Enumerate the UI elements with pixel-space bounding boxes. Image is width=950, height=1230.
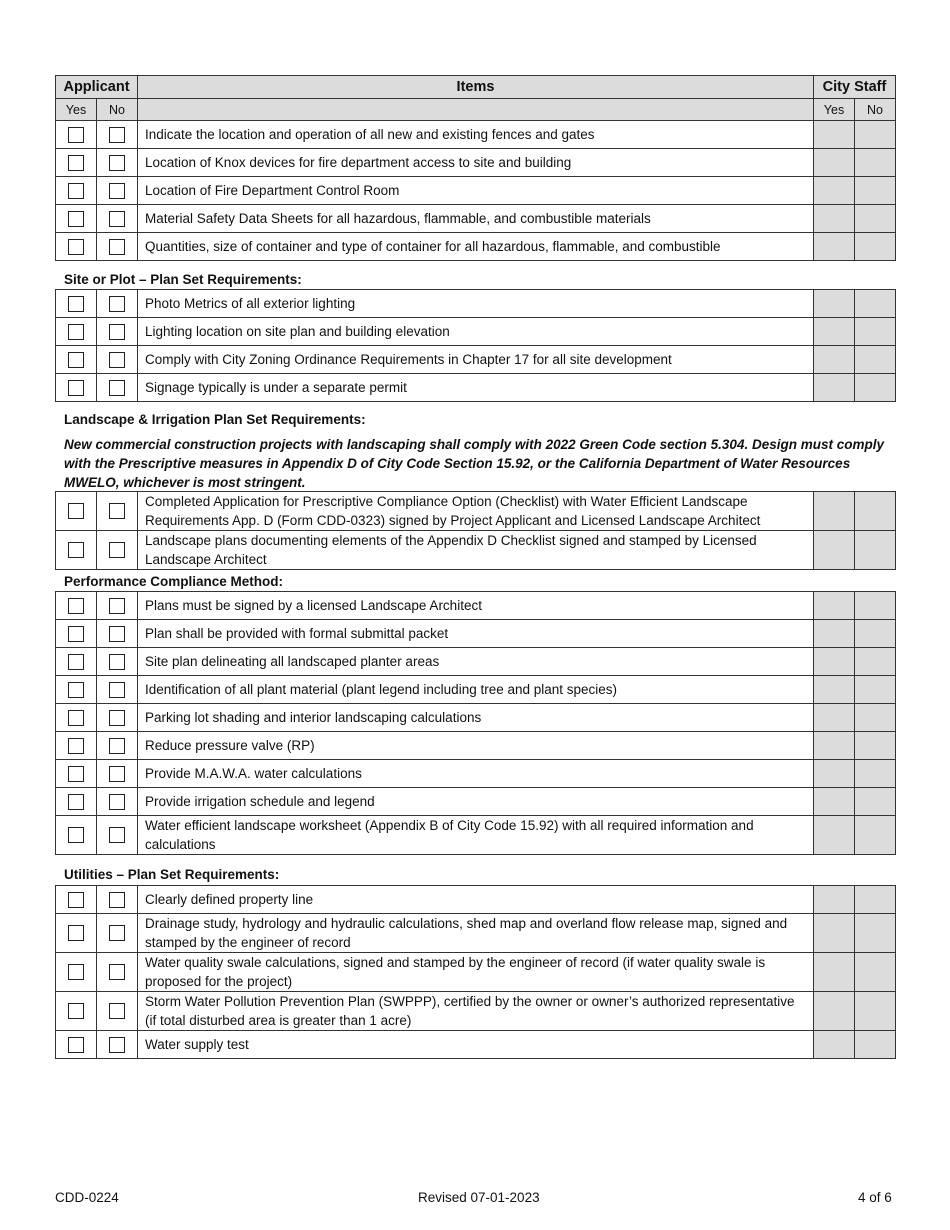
- staff-yes-cell: [814, 121, 855, 149]
- checklist-row: [56, 760, 896, 788]
- checklist-item-text: Water supply test: [138, 1031, 814, 1059]
- checklist-row: [56, 788, 896, 816]
- applicant-yes-checkbox[interactable]: [68, 925, 84, 941]
- checklist-item-text: Storm Water Pollution Prevention Plan (SWPPP), certified by the owner or owner’s authorized representative (if total disturbed area is greater than 1 acre): [138, 992, 814, 1031]
- landscape-note: New commercial construction projects with landscaping shall comply with 2022 Green Code section 5.304. Design must comply with the Prescriptive measures in Appendix D of City Code Section 15.92, or the California Department of Water Resources MWELO, whichever is most stringent.: [64, 437, 884, 490]
- applicant-yes-checkbox[interactable]: [68, 738, 84, 754]
- applicant-no-cell: [97, 531, 138, 570]
- applicant-no-checkbox[interactable]: [109, 738, 125, 754]
- checklist-item-text: Reduce pressure valve (RP): [138, 732, 814, 760]
- applicant-yes-cell: [56, 374, 97, 402]
- applicant-yes-cell: [56, 318, 97, 346]
- applicant-no-cell: [97, 149, 138, 177]
- staff-no-cell: [855, 914, 896, 953]
- applicant-yes-header: Yes: [56, 99, 97, 121]
- applicant-yes-cell: [56, 1031, 97, 1059]
- applicant-yes-checkbox[interactable]: [68, 892, 84, 908]
- applicant-yes-checkbox[interactable]: [68, 127, 84, 143]
- checklist-item-text: Comply with City Zoning Ordinance Requirements in Chapter 17 for all site development: [138, 346, 814, 374]
- staff-no-cell: [855, 760, 896, 788]
- applicant-yes-cell: [56, 346, 97, 374]
- applicant-no-checkbox[interactable]: [109, 682, 125, 698]
- checklist-row: [56, 914, 896, 953]
- applicant-yes-checkbox[interactable]: [68, 598, 84, 614]
- checklist-item-text: Water efficient landscape worksheet (Appendix B of City Code 15.92) with all required information and calculations: [138, 816, 814, 855]
- applicant-yes-cell: [56, 704, 97, 732]
- staff-no-cell: [855, 318, 896, 346]
- staff-yes-cell: [814, 704, 855, 732]
- applicant-no-cell: [97, 953, 138, 992]
- checklist-item-text: Location of Knox devices for fire department access to site and building: [138, 149, 814, 177]
- staff-yes-header: Yes: [814, 99, 855, 121]
- staff-yes-cell: [814, 374, 855, 402]
- applicant-no-cell: [97, 676, 138, 704]
- staff-yes-cell: [814, 177, 855, 205]
- checklist-item-text: Material Safety Data Sheets for all hazardous, flammable, and combustible materials: [138, 205, 814, 233]
- applicant-yes-cell: [56, 205, 97, 233]
- applicant-yes-checkbox[interactable]: [68, 155, 84, 171]
- staff-no-cell: [855, 177, 896, 205]
- applicant-no-checkbox[interactable]: [109, 1037, 125, 1053]
- applicant-yes-checkbox[interactable]: [68, 324, 84, 340]
- applicant-no-cell: [97, 886, 138, 914]
- staff-no-cell: [855, 149, 896, 177]
- checklist-row: [56, 492, 896, 531]
- applicant-no-checkbox[interactable]: [109, 183, 125, 199]
- checklist-item-text: Water quality swale calculations, signed and stamped by the engineer of record (if water quality swale is proposed for the project): [138, 953, 814, 992]
- applicant-no-cell: [97, 992, 138, 1031]
- applicant-no-cell: [97, 648, 138, 676]
- staff-yes-cell: [814, 676, 855, 704]
- applicant-yes-cell: [56, 676, 97, 704]
- checklist-item-text: Plans must be signed by a licensed Landscape Architect: [138, 592, 814, 620]
- applicant-yes-checkbox[interactable]: [68, 296, 84, 312]
- checklist-row: [56, 177, 896, 205]
- applicant-no-checkbox[interactable]: [109, 1003, 125, 1019]
- applicant-no-checkbox[interactable]: [109, 352, 125, 368]
- applicant-no-cell: [97, 492, 138, 531]
- applicant-no-checkbox[interactable]: [109, 211, 125, 227]
- applicant-no-checkbox[interactable]: [109, 766, 125, 782]
- applicant-yes-cell: [56, 121, 97, 149]
- applicant-no-cell: [97, 290, 138, 318]
- checklist-table-landscape: [55, 491, 896, 570]
- applicant-no-checkbox[interactable]: [109, 503, 125, 519]
- applicant-yes-cell: [56, 592, 97, 620]
- checklist-row: [56, 704, 896, 732]
- utilities-section-title: Utilities – Plan Set Requirements:: [64, 867, 280, 882]
- applicant-no-cell: [97, 1031, 138, 1059]
- applicant-yes-cell: [56, 620, 97, 648]
- applicant-yes-checkbox[interactable]: [68, 380, 84, 396]
- applicant-no-checkbox[interactable]: [109, 654, 125, 670]
- checklist-item-text: Quantities, size of container and type of container for all hazardous, flammable, and combustible: [138, 233, 814, 261]
- applicant-no-checkbox[interactable]: [109, 239, 125, 255]
- applicant-no-checkbox[interactable]: [109, 296, 125, 312]
- staff-yes-cell: [814, 620, 855, 648]
- applicant-yes-cell: [56, 531, 97, 570]
- checklist-item-text: Clearly defined property line: [138, 886, 814, 914]
- applicant-yes-checkbox[interactable]: [68, 654, 84, 670]
- applicant-yes-cell: [56, 914, 97, 953]
- applicant-no-cell: [97, 592, 138, 620]
- city-staff-header: City Staff: [814, 76, 896, 99]
- staff-no-cell: [855, 492, 896, 531]
- applicant-no-cell: [97, 620, 138, 648]
- staff-no-cell: [855, 1031, 896, 1059]
- checklist-row: [56, 205, 896, 233]
- checklist-row: [56, 620, 896, 648]
- items-subheader: [138, 99, 814, 121]
- applicant-no-cell: [97, 816, 138, 855]
- staff-no-cell: [855, 732, 896, 760]
- applicant-no-checkbox[interactable]: [109, 380, 125, 396]
- applicant-yes-cell: [56, 177, 97, 205]
- applicant-no-checkbox[interactable]: [109, 964, 125, 980]
- checklist-row: [56, 1031, 896, 1059]
- staff-no-cell: [855, 233, 896, 261]
- checklist-item-text: Completed Application for Prescriptive Compliance Option (Checklist) with Water Efficient Landscape Requirements App. D (Form CDD-0323) signed by Project Applicant and Licensed Landscape Architect: [138, 492, 814, 531]
- staff-no-cell: [855, 788, 896, 816]
- applicant-yes-checkbox[interactable]: [68, 710, 84, 726]
- staff-no-cell: [855, 121, 896, 149]
- checklist-row: [56, 318, 896, 346]
- checklist-item-text: Signage typically is under a separate permit: [138, 374, 814, 402]
- checklist-item-text: Plan shall be provided with formal submittal packet: [138, 620, 814, 648]
- checklist-row: [56, 992, 896, 1031]
- checklist-row: [56, 374, 896, 402]
- applicant-yes-checkbox[interactable]: [68, 682, 84, 698]
- staff-no-cell: [855, 992, 896, 1031]
- applicant-no-cell: [97, 374, 138, 402]
- staff-no-cell: [855, 704, 896, 732]
- applicant-no-cell: [97, 177, 138, 205]
- staff-yes-cell: [814, 346, 855, 374]
- staff-no-cell: [855, 953, 896, 992]
- applicant-yes-checkbox[interactable]: [68, 1037, 84, 1053]
- applicant-yes-checkbox[interactable]: [68, 827, 84, 843]
- checklist-row: [56, 531, 896, 570]
- staff-yes-cell: [814, 788, 855, 816]
- applicant-yes-cell: [56, 290, 97, 318]
- staff-no-cell: [855, 374, 896, 402]
- applicant-no-checkbox[interactable]: [109, 794, 125, 810]
- applicant-yes-checkbox[interactable]: [68, 626, 84, 642]
- staff-no-header: No: [855, 99, 896, 121]
- checklist-row: [56, 592, 896, 620]
- staff-no-cell: [855, 592, 896, 620]
- applicant-yes-checkbox[interactable]: [68, 211, 84, 227]
- site-plan-section-title: Site or Plot – Plan Set Requirements:: [64, 272, 302, 287]
- checklist-item-text: Location of Fire Department Control Room: [138, 177, 814, 205]
- applicant-yes-cell: [56, 788, 97, 816]
- performance-section-title: Performance Compliance Method:: [64, 574, 284, 589]
- applicant-no-checkbox[interactable]: [109, 925, 125, 941]
- staff-yes-cell: [814, 732, 855, 760]
- checklist-item-text: Landscape plans documenting elements of the Appendix D Checklist signed and stamped by Licensed Landscape Architect: [138, 531, 814, 570]
- applicant-yes-cell: [56, 760, 97, 788]
- checklist-table-site: [55, 289, 896, 402]
- applicant-no-cell: [97, 914, 138, 953]
- staff-no-cell: [855, 648, 896, 676]
- checklist-row: [56, 346, 896, 374]
- checklist-item-text: Provide irrigation schedule and legend: [138, 788, 814, 816]
- checklist-item-text: Provide M.A.W.A. water calculations: [138, 760, 814, 788]
- applicant-yes-cell: [56, 648, 97, 676]
- checklist-row: [56, 121, 896, 149]
- checklist-row: [56, 816, 896, 855]
- staff-no-cell: [855, 886, 896, 914]
- applicant-no-cell: [97, 788, 138, 816]
- staff-yes-cell: [814, 318, 855, 346]
- staff-no-cell: [855, 290, 896, 318]
- staff-yes-cell: [814, 592, 855, 620]
- applicant-no-cell: [97, 233, 138, 261]
- staff-yes-cell: [814, 149, 855, 177]
- page-number: 4 of 6: [858, 1190, 892, 1205]
- staff-no-cell: [855, 816, 896, 855]
- staff-yes-cell: [814, 492, 855, 531]
- applicant-yes-checkbox[interactable]: [68, 239, 84, 255]
- checklist-row: [56, 648, 896, 676]
- staff-yes-cell: [814, 1031, 855, 1059]
- items-header: Items: [138, 76, 814, 99]
- checklist-item-text: Drainage study, hydrology and hydraulic calculations, shed map and overland flow release map, signed and stamped by the engineer of record: [138, 914, 814, 953]
- staff-no-cell: [855, 676, 896, 704]
- staff-yes-cell: [814, 531, 855, 570]
- checklist-item-text: Photo Metrics of all exterior lighting: [138, 290, 814, 318]
- applicant-no-checkbox[interactable]: [109, 892, 125, 908]
- staff-no-cell: [855, 531, 896, 570]
- applicant-no-checkbox[interactable]: [109, 155, 125, 171]
- landscape-section-title: Landscape & Irrigation Plan Set Requirements:: [64, 412, 366, 427]
- staff-no-cell: [855, 205, 896, 233]
- applicant-yes-checkbox[interactable]: [68, 1003, 84, 1019]
- applicant-yes-cell: [56, 992, 97, 1031]
- staff-yes-cell: [814, 648, 855, 676]
- applicant-yes-cell: [56, 149, 97, 177]
- staff-yes-cell: [814, 914, 855, 953]
- checklist-row: [56, 149, 896, 177]
- applicant-no-checkbox[interactable]: [109, 127, 125, 143]
- applicant-no-cell: [97, 318, 138, 346]
- applicant-no-header: No: [97, 99, 138, 121]
- applicant-header: Applicant: [56, 76, 138, 99]
- staff-yes-cell: [814, 886, 855, 914]
- applicant-yes-cell: [56, 886, 97, 914]
- applicant-yes-cell: [56, 816, 97, 855]
- applicant-yes-cell: [56, 492, 97, 531]
- applicant-yes-cell: [56, 953, 97, 992]
- staff-no-cell: [855, 620, 896, 648]
- applicant-no-checkbox[interactable]: [109, 827, 125, 843]
- applicant-no-checkbox[interactable]: [109, 324, 125, 340]
- staff-yes-cell: [814, 992, 855, 1031]
- staff-yes-cell: [814, 816, 855, 855]
- applicant-yes-checkbox[interactable]: [68, 352, 84, 368]
- applicant-yes-cell: [56, 233, 97, 261]
- applicant-no-cell: [97, 732, 138, 760]
- checklist-row: [56, 732, 896, 760]
- staff-yes-cell: [814, 233, 855, 261]
- applicant-no-checkbox[interactable]: [109, 542, 125, 558]
- applicant-yes-checkbox[interactable]: [68, 183, 84, 199]
- staff-yes-cell: [814, 760, 855, 788]
- checklist-row: [56, 953, 896, 992]
- applicant-yes-checkbox[interactable]: [68, 503, 84, 519]
- checklist-row: [56, 886, 896, 914]
- applicant-no-checkbox[interactable]: [109, 598, 125, 614]
- applicant-no-cell: [97, 704, 138, 732]
- applicant-yes-checkbox[interactable]: [68, 766, 84, 782]
- checklist-item-text: Lighting location on site plan and building elevation: [138, 318, 814, 346]
- checklist-item-text: Identification of all plant material (plant legend including tree and plant species): [138, 676, 814, 704]
- checklist-item-text: Indicate the location and operation of all new and existing fences and gates: [138, 121, 814, 149]
- applicant-yes-checkbox[interactable]: [68, 794, 84, 810]
- checklist-table-utilities: [55, 885, 896, 1059]
- staff-yes-cell: [814, 290, 855, 318]
- staff-no-cell: [855, 346, 896, 374]
- applicant-no-cell: [97, 760, 138, 788]
- applicant-yes-cell: [56, 732, 97, 760]
- staff-yes-cell: [814, 205, 855, 233]
- staff-yes-cell: [814, 953, 855, 992]
- checklist-item-text: Parking lot shading and interior landscaping calculations: [138, 704, 814, 732]
- checklist-row: [56, 233, 896, 261]
- applicant-yes-checkbox[interactable]: [68, 964, 84, 980]
- applicant-yes-checkbox[interactable]: [68, 542, 84, 558]
- applicant-no-cell: [97, 346, 138, 374]
- checklist-row: [56, 676, 896, 704]
- form-number: CDD-0224: [55, 1190, 119, 1205]
- checklist-table-general: [55, 75, 896, 261]
- revised-date: Revised 07-01-2023: [418, 1190, 540, 1205]
- applicant-no-checkbox[interactable]: [109, 710, 125, 726]
- applicant-no-checkbox[interactable]: [109, 626, 125, 642]
- checklist-table-performance: [55, 591, 896, 855]
- checklist-row: [56, 290, 896, 318]
- applicant-no-cell: [97, 121, 138, 149]
- checklist-item-text: Site plan delineating all landscaped planter areas: [138, 648, 814, 676]
- applicant-no-cell: [97, 205, 138, 233]
